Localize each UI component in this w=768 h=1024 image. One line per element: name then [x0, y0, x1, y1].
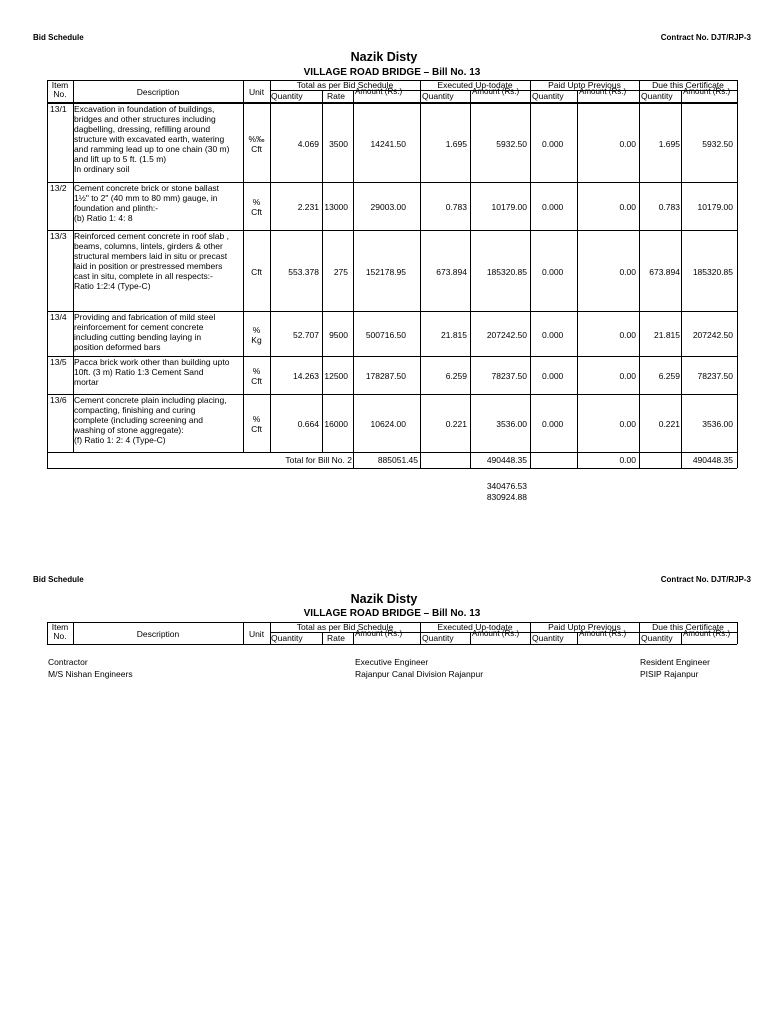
grid-line	[737, 80, 738, 102]
grid-line	[530, 452, 531, 468]
item-description: Cement concrete plain including placing, compacting, finishing and curing complete (including screening and washing of stone aggregate): (f) Ratio 1: 2: 4 (Type-C)	[74, 395, 227, 445]
grid-line	[322, 632, 323, 644]
grid-line	[577, 90, 578, 102]
grid-line	[577, 452, 578, 468]
col-header-description: Description	[136, 87, 180, 97]
grid-line	[420, 452, 421, 468]
prev-amount-cell: 0.00	[619, 138, 636, 149]
sub-header-amount: Amount (Rs.)	[579, 88, 627, 96]
bid-rate-cell: 9500	[329, 329, 348, 340]
item-unit: % Kg	[251, 324, 262, 345]
bid-amount-cell: 29003.00	[370, 202, 406, 212]
bid-amount-cell: 10624.00	[370, 419, 406, 429]
due-qty-cell: 6.259	[658, 371, 680, 381]
extra-value: 340476.53	[486, 481, 527, 491]
prev-amount-cell: 0.00	[619, 202, 636, 212]
grid-line	[639, 622, 640, 644]
item-number: 13/6	[50, 395, 67, 405]
sub-header-quantity: Quantity	[641, 633, 673, 643]
sub-header-amount: Amount (Rs.)	[683, 88, 731, 96]
item-description: Reinforced cement concrete in roof slab , beams, columns, lintels, girders & other structural members laid in situ or precast laid in position or prestressed members cast in situ, complete in all respects:- Ratio 1:2:4 (Type-C)	[74, 231, 229, 291]
sub-header-amount: Amount (Rs.)	[683, 630, 731, 638]
item-unit: % Cft	[251, 366, 262, 386]
header-left: Bid Schedule	[33, 33, 84, 42]
grid-line	[47, 452, 737, 453]
bid-qty-cell: 52.707	[293, 329, 319, 340]
item-number: 13/2	[50, 183, 67, 193]
bid-qty-cell: 2.231	[297, 202, 319, 212]
bid-rate-cell: 12500	[324, 371, 348, 381]
due-amount-cell: 5932.50	[702, 138, 733, 149]
grid-line	[47, 356, 737, 357]
exe-qty-cell: 0.783	[445, 202, 467, 212]
due-amount-cell: 3536.00	[702, 419, 733, 429]
grid-line	[47, 182, 737, 183]
item-unit: Cft	[251, 266, 262, 277]
grid-line	[353, 452, 354, 468]
grid-line	[47, 452, 48, 468]
due-qty-cell: 0.783	[658, 202, 680, 212]
grid-line	[73, 80, 74, 102]
col-header-item: Item No.	[51, 80, 69, 99]
total-previous-amount: 0.00	[619, 455, 636, 465]
grid-line	[681, 632, 682, 644]
grid-line	[639, 452, 640, 468]
sub-header-quantity: Quantity	[271, 633, 303, 643]
grid-line	[270, 80, 271, 102]
sub-header-rate: Rate	[327, 91, 345, 101]
prev-qty-cell: 0.000	[542, 371, 564, 381]
grid-line	[47, 80, 737, 81]
grid-line	[577, 102, 578, 452]
prev-amount-cell: 0.00	[619, 371, 636, 381]
prev-qty-cell: 0.000	[542, 419, 564, 429]
group-header-due: Due this Certificate	[652, 622, 724, 632]
sub-header-amount: Amount (Rs.)	[355, 88, 403, 96]
prev-qty-cell: 0.000	[542, 202, 564, 212]
grid-line	[322, 102, 323, 452]
due-qty-cell: 21.815	[654, 329, 680, 340]
prev-qty-cell: 0.000	[542, 138, 564, 149]
total-bid-amount: 885051.45	[377, 455, 418, 465]
document-subtitle: VILLAGE ROAD BRIDGE – Bill No. 13	[303, 608, 481, 619]
col-header-item: Item No.	[51, 622, 69, 641]
exe-amount-cell: 78237.50	[491, 371, 527, 381]
exe-amount-cell: 185320.85	[486, 266, 527, 277]
bid-qty-cell: 4.069	[297, 138, 319, 149]
exe-amount-cell: 3536.00	[496, 419, 527, 429]
item-description: Cement concrete brick or stone ballast 1½" to 2" (40 mm to 80 mm) gauge, in foundation and plinth:- (b) Ratio 1: 4: 8	[74, 183, 220, 223]
grid-line	[470, 102, 471, 452]
sub-header-amount: Amount (Rs.)	[355, 630, 403, 638]
contractor-title: Contractor	[48, 657, 88, 667]
bid-rate-cell: 16000	[324, 419, 348, 429]
grid-line	[470, 452, 471, 468]
grid-line	[353, 102, 354, 452]
grid-line	[420, 622, 421, 644]
item-number: 13/5	[50, 357, 67, 367]
grid-line	[243, 622, 244, 644]
grid-line	[47, 311, 737, 312]
bid-qty-cell: 0.664	[297, 419, 319, 429]
sub-header-quantity: Quantity	[641, 91, 673, 101]
sub-header-amount: Amount (Rs.)	[579, 630, 627, 638]
grid-line	[470, 632, 471, 644]
bid-rate-cell: 275	[333, 266, 348, 277]
total-label: Total for Bill No. 2	[285, 455, 352, 465]
sub-header-amount: Amount (Rs.)	[472, 630, 520, 638]
grid-line	[270, 102, 271, 452]
document-title: Nazik Disty	[350, 592, 418, 606]
sub-header-quantity: Quantity	[532, 633, 564, 643]
grid-line	[639, 102, 640, 452]
grid-line	[322, 90, 323, 102]
sub-header-amount: Amount (Rs.)	[472, 88, 520, 96]
grid-line	[737, 452, 738, 468]
item-description: Excavation in foundation of buildings, bridges and other structures including dagbelling, dressing, refilling around structure with excavated earth, watering and ramming lead up to one chain (30 m) and lift up to 5 ft. (1.5 m) In ordinary soil	[74, 104, 230, 174]
grid-line	[681, 90, 682, 102]
bid-qty-cell: 553.378	[288, 266, 319, 277]
exe-qty-cell: 0.221	[445, 419, 467, 429]
grid-line	[73, 622, 74, 644]
grid-line	[47, 622, 48, 644]
grid-line	[47, 230, 737, 231]
grid-line	[681, 102, 682, 452]
col-header-unit: Unit	[248, 629, 265, 639]
col-header-unit: Unit	[248, 87, 265, 97]
item-description: Providing and fabrication of mild steel reinforcement for cement concrete including cutting bending laying in position deformed bars	[74, 312, 216, 352]
bid-rate-cell: 3500	[329, 138, 348, 149]
grid-line	[530, 622, 531, 644]
item-description: Pacca brick work other than building upto 10ft. (3 m) Ratio 1:3 Cement Sand mortar	[74, 357, 230, 387]
bid-rate-cell: 13000	[324, 202, 348, 212]
header-right: Contract No. DJT/RJP-3	[660, 575, 751, 584]
exe-amount-cell: 5932.50	[496, 138, 527, 149]
grid-line	[243, 80, 244, 102]
grid-line	[270, 90, 737, 91]
bid-amount-cell: 152178.95	[365, 266, 406, 277]
prev-amount-cell: 0.00	[619, 266, 636, 277]
grid-line	[47, 622, 737, 623]
grid-line	[639, 80, 640, 102]
grid-line	[420, 80, 421, 102]
document-title: Nazik Disty	[350, 50, 418, 64]
sub-header-quantity: Quantity	[532, 91, 564, 101]
item-number: 13/1	[50, 104, 67, 114]
group-header-previous: Paid Upto Previous	[548, 80, 621, 90]
sub-header-quantity: Quantity	[271, 91, 303, 101]
sub-header-quantity: Quantity	[422, 91, 454, 101]
due-amount-cell: 207242.50	[692, 329, 733, 340]
due-amount-cell: 10179.00	[697, 202, 733, 212]
header-right: Contract No. DJT/RJP-3	[660, 33, 751, 42]
exe-amount-cell: 207242.50	[486, 329, 527, 340]
item-unit: %‰ Cft	[248, 133, 265, 154]
total-executed-amount: 490448.35	[486, 455, 527, 465]
prev-qty-cell: 0.000	[542, 329, 564, 340]
bid-amount-cell: 14241.50	[370, 138, 406, 149]
grid-line	[243, 102, 244, 452]
group-header-bid: Total as per Bid Schedule	[296, 80, 394, 90]
item-unit: % Cft	[251, 414, 262, 434]
exe-amount-cell: 10179.00	[491, 202, 527, 212]
grid-line	[47, 644, 737, 645]
bid-qty-cell: 14.263	[293, 371, 319, 381]
grid-line	[353, 90, 354, 102]
executive-engineer-title: Executive Engineer	[355, 657, 429, 667]
group-header-due: Due this Certificate	[652, 80, 724, 90]
grid-line	[681, 452, 682, 468]
grid-line	[73, 102, 74, 452]
resident-engineer-title: Resident Engineer	[640, 657, 710, 667]
due-amount-cell: 185320.85	[692, 266, 733, 277]
executive-engineer-name: Rajanpur Canal Division Rajanpur	[355, 669, 484, 679]
grid-line	[577, 632, 578, 644]
grid-line	[47, 468, 737, 469]
grid-line	[47, 394, 737, 395]
grid-line	[530, 102, 531, 452]
grid-line	[470, 90, 471, 102]
exe-qty-cell: 6.259	[445, 371, 467, 381]
due-qty-cell: 1.695	[658, 138, 680, 149]
total-due-amount: 490448.35	[692, 455, 733, 465]
bid-amount-cell: 500716.50	[365, 329, 406, 340]
col-header-description: Description	[136, 629, 180, 639]
sub-header-quantity: Quantity	[422, 633, 454, 643]
contractor-name: M/S Nishan Engineers	[48, 669, 133, 679]
header-left: Bid Schedule	[33, 575, 84, 584]
grid-line	[420, 102, 421, 452]
grid-line	[530, 80, 531, 102]
grid-line	[47, 103, 737, 104]
prev-amount-cell: 0.00	[619, 329, 636, 340]
resident-engineer-name: PISIP Rajanpur	[640, 669, 699, 679]
prev-amount-cell: 0.00	[619, 419, 636, 429]
grid-line	[47, 102, 48, 452]
exe-qty-cell: 673.894	[436, 266, 467, 277]
due-qty-cell: 0.221	[658, 419, 680, 429]
grid-line	[47, 80, 48, 102]
sub-header-rate: Rate	[327, 633, 345, 643]
grid-line	[270, 622, 271, 644]
item-number: 13/3	[50, 231, 67, 241]
bid-amount-cell: 178287.50	[365, 371, 406, 381]
item-unit: % Cft	[251, 197, 262, 217]
grid-line	[270, 632, 737, 633]
due-qty-cell: 673.894	[649, 266, 680, 277]
prev-qty-cell: 0.000	[542, 266, 564, 277]
group-header-executed: Executed Up-todate	[437, 80, 513, 90]
grid-line	[353, 632, 354, 644]
group-header-executed: Executed Up-todate	[437, 622, 513, 632]
grid-line	[737, 622, 738, 644]
exe-qty-cell: 1.695	[445, 138, 467, 149]
extra-value: 830924.88	[486, 492, 527, 502]
exe-qty-cell: 21.815	[441, 329, 467, 340]
due-amount-cell: 78237.50	[697, 371, 733, 381]
group-header-previous: Paid Upto Previous	[548, 622, 621, 632]
grid-line	[737, 102, 738, 452]
document-subtitle: VILLAGE ROAD BRIDGE – Bill No. 13	[303, 67, 481, 78]
group-header-bid: Total as per Bid Schedule	[296, 622, 394, 632]
item-number: 13/4	[50, 312, 67, 322]
